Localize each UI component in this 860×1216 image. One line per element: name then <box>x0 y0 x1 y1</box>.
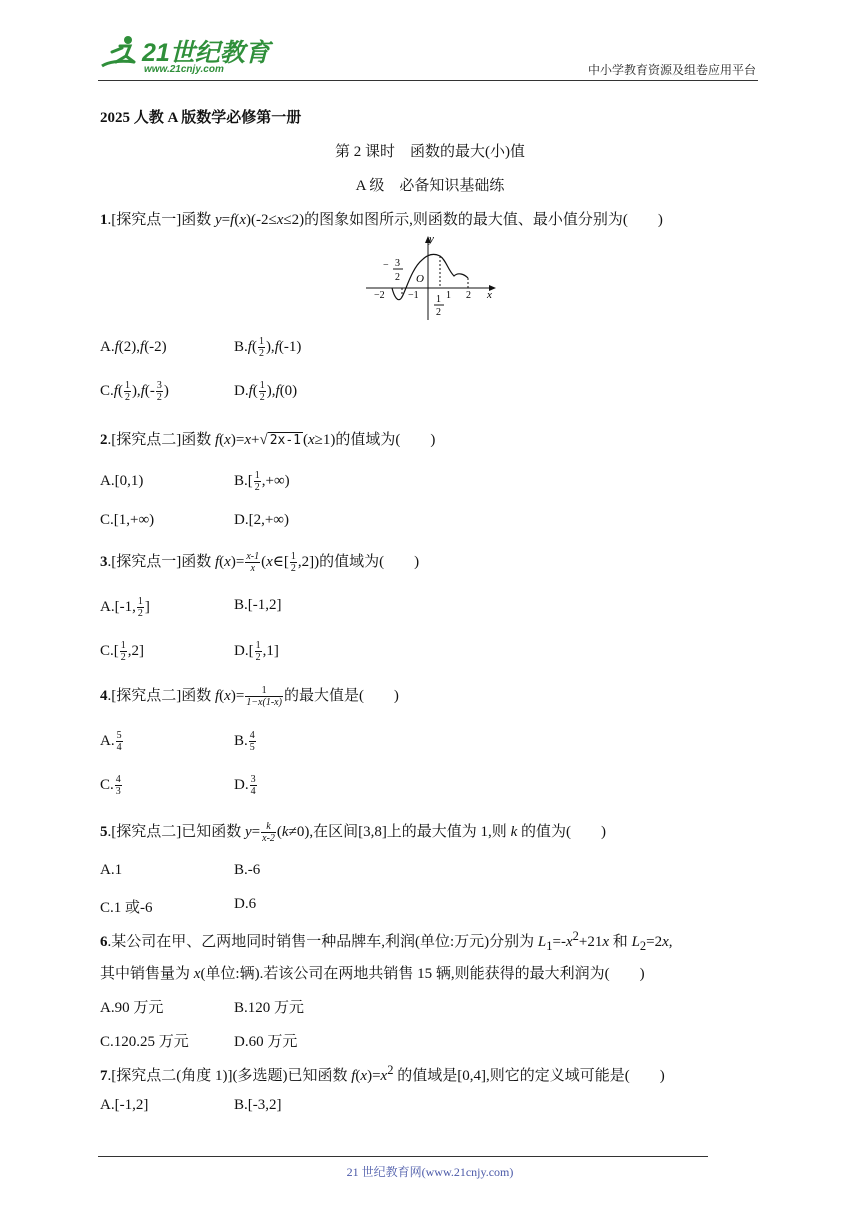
q2-option-b[interactable]: B.[ $\frac{1}{2}$ ,+∞) <box>234 470 290 493</box>
q3-option-d[interactable]: D.[ $\frac{1}{2}$ ,1] <box>234 640 279 663</box>
q3-option-b[interactable]: B.[-1,2] <box>234 597 282 613</box>
q2-option-a[interactable]: A.[0,1) <box>100 473 144 489</box>
q5-option-d[interactable]: D.6 <box>234 896 257 912</box>
function-graph <box>362 234 502 322</box>
graph-x-label: x <box>487 289 492 301</box>
graph-frac-half-num: 1 <box>436 294 441 305</box>
graph-frac-3-num: 3 <box>395 258 400 269</box>
q6-option-c[interactable]: C.120.25 万元 <box>100 1034 189 1050</box>
q6-option-a[interactable]: A.90 万元 <box>100 1000 164 1016</box>
q4-option-a[interactable]: A. $\frac{5}{4}$ <box>100 730 122 753</box>
q2-option-d[interactable]: D.[2,+∞) <box>234 512 289 528</box>
q1-option-a[interactable]: A.f(2),f(-2) <box>100 339 167 355</box>
q4-option-d[interactable]: D. $\frac{3}{4}$ <box>234 774 256 797</box>
question-7: 7.[探究点二(角度 1)](多选题)已知函数 $f(x)=x^2$ 的值域是[0,4],则它的定义域可能是( ) <box>100 1063 665 1084</box>
q6-option-d[interactable]: D.60 万元 <box>234 1034 298 1050</box>
graph-origin-label: O <box>416 273 424 285</box>
graph-frac-half-den: 2 <box>436 307 441 318</box>
question-3: 3.[探究点一]函数 f(x)= $\frac{x-1}{x}$ (x∈[ $\frac{1}{2}$ ,2])的值域为( ) <box>100 551 420 575</box>
q5-option-b[interactable]: B.-6 <box>234 862 261 878</box>
q7-option-b[interactable]: B.[-3,2] <box>234 1097 282 1113</box>
graph-tick-2: 2 <box>466 290 471 301</box>
lesson-title: 第 2 课时 函数的最大(小)值 <box>335 144 525 160</box>
header-platform-text: 中小学教育资源及组卷应用平台 <box>587 63 756 77</box>
q7-option-a[interactable]: A.[-1,2] <box>100 1097 149 1113</box>
q2-option-c[interactable]: C.[1,+∞) <box>100 512 155 528</box>
graph-minus-sign: − <box>383 260 389 271</box>
graph-tick-1: 1 <box>446 290 451 301</box>
graph-frac-3-den: 2 <box>395 272 400 283</box>
level-title: A 级 必备知识基础练 <box>355 178 505 194</box>
question-6-line-1: 6.某公司在甲、乙两地同时销售一种品牌车,利润(单位:万元)分别为 $L_1=-x^2+21x$ 和 $L_2=2x$, <box>100 929 673 953</box>
book-title: 2025 人教 A 版数学必修第一册 <box>100 110 302 126</box>
q4-option-b[interactable]: B. $\frac{4}{5}$ <box>234 730 255 753</box>
q3-option-c[interactable]: C.[ $\frac{1}{2}$ ,2] <box>100 640 144 663</box>
footer-site-link[interactable]: 21 世纪教育网(www.21cnjy.com) <box>346 1165 514 1179</box>
q5-option-c[interactable]: C.1 或-6 <box>100 900 153 916</box>
q1-option-b[interactable]: B.f( $\frac{1}{2}$ ),f(-1) <box>234 336 302 359</box>
graph-tick-neg1: −1 <box>408 290 419 301</box>
header-divider <box>98 80 758 81</box>
q6-option-b[interactable]: B.120 万元 <box>234 1000 305 1016</box>
graph-tick-neg2: −2 <box>374 290 385 301</box>
question-2: 2.[探究点二]函数 f(x)=x+√ 2x-1 (x≥1)的值域为( ) <box>100 432 436 448</box>
q5-option-a[interactable]: A.1 <box>100 862 123 878</box>
logo-url: www.21cnjy.com <box>144 64 224 75</box>
question-4: 4.[探究点二]函数 f(x)= $\frac{1}{1-x(1-x)}$ 的最大值是( ) <box>100 685 399 709</box>
graph-y-label: y <box>429 234 434 245</box>
question-6-line-2: 其中销售量为 x(单位:辆).若该公司在两地共销售 15 辆,则能获得的最大利润为( ) <box>100 966 645 982</box>
q1-option-c[interactable]: C.f( $\frac{1}{2}$ ),f(- $\frac{3}{2}$ ) <box>100 380 169 403</box>
question-1: 1.[探究点一]函数 y=f(x)(-2≤x≤2)的图象如图所示,则函数的最大值、最小值分别为( ) <box>100 212 663 228</box>
question-5: 5.[探究点二]已知函数 y= $\frac{k}{x-2}$ (k≠0),在区间[3,8]上的最大值为 1,则 k 的值为( ) <box>100 821 606 845</box>
logo-text: 21世纪教育 <box>142 39 270 67</box>
footer-divider <box>98 1156 708 1157</box>
q1-option-d[interactable]: D.f( $\frac{1}{2}$ ),f(0) <box>234 380 298 403</box>
q4-option-c[interactable]: C. $\frac{4}{3}$ <box>100 774 121 797</box>
q3-option-a[interactable]: A.[-1, $\frac{1}{2}$ ] <box>100 596 150 619</box>
